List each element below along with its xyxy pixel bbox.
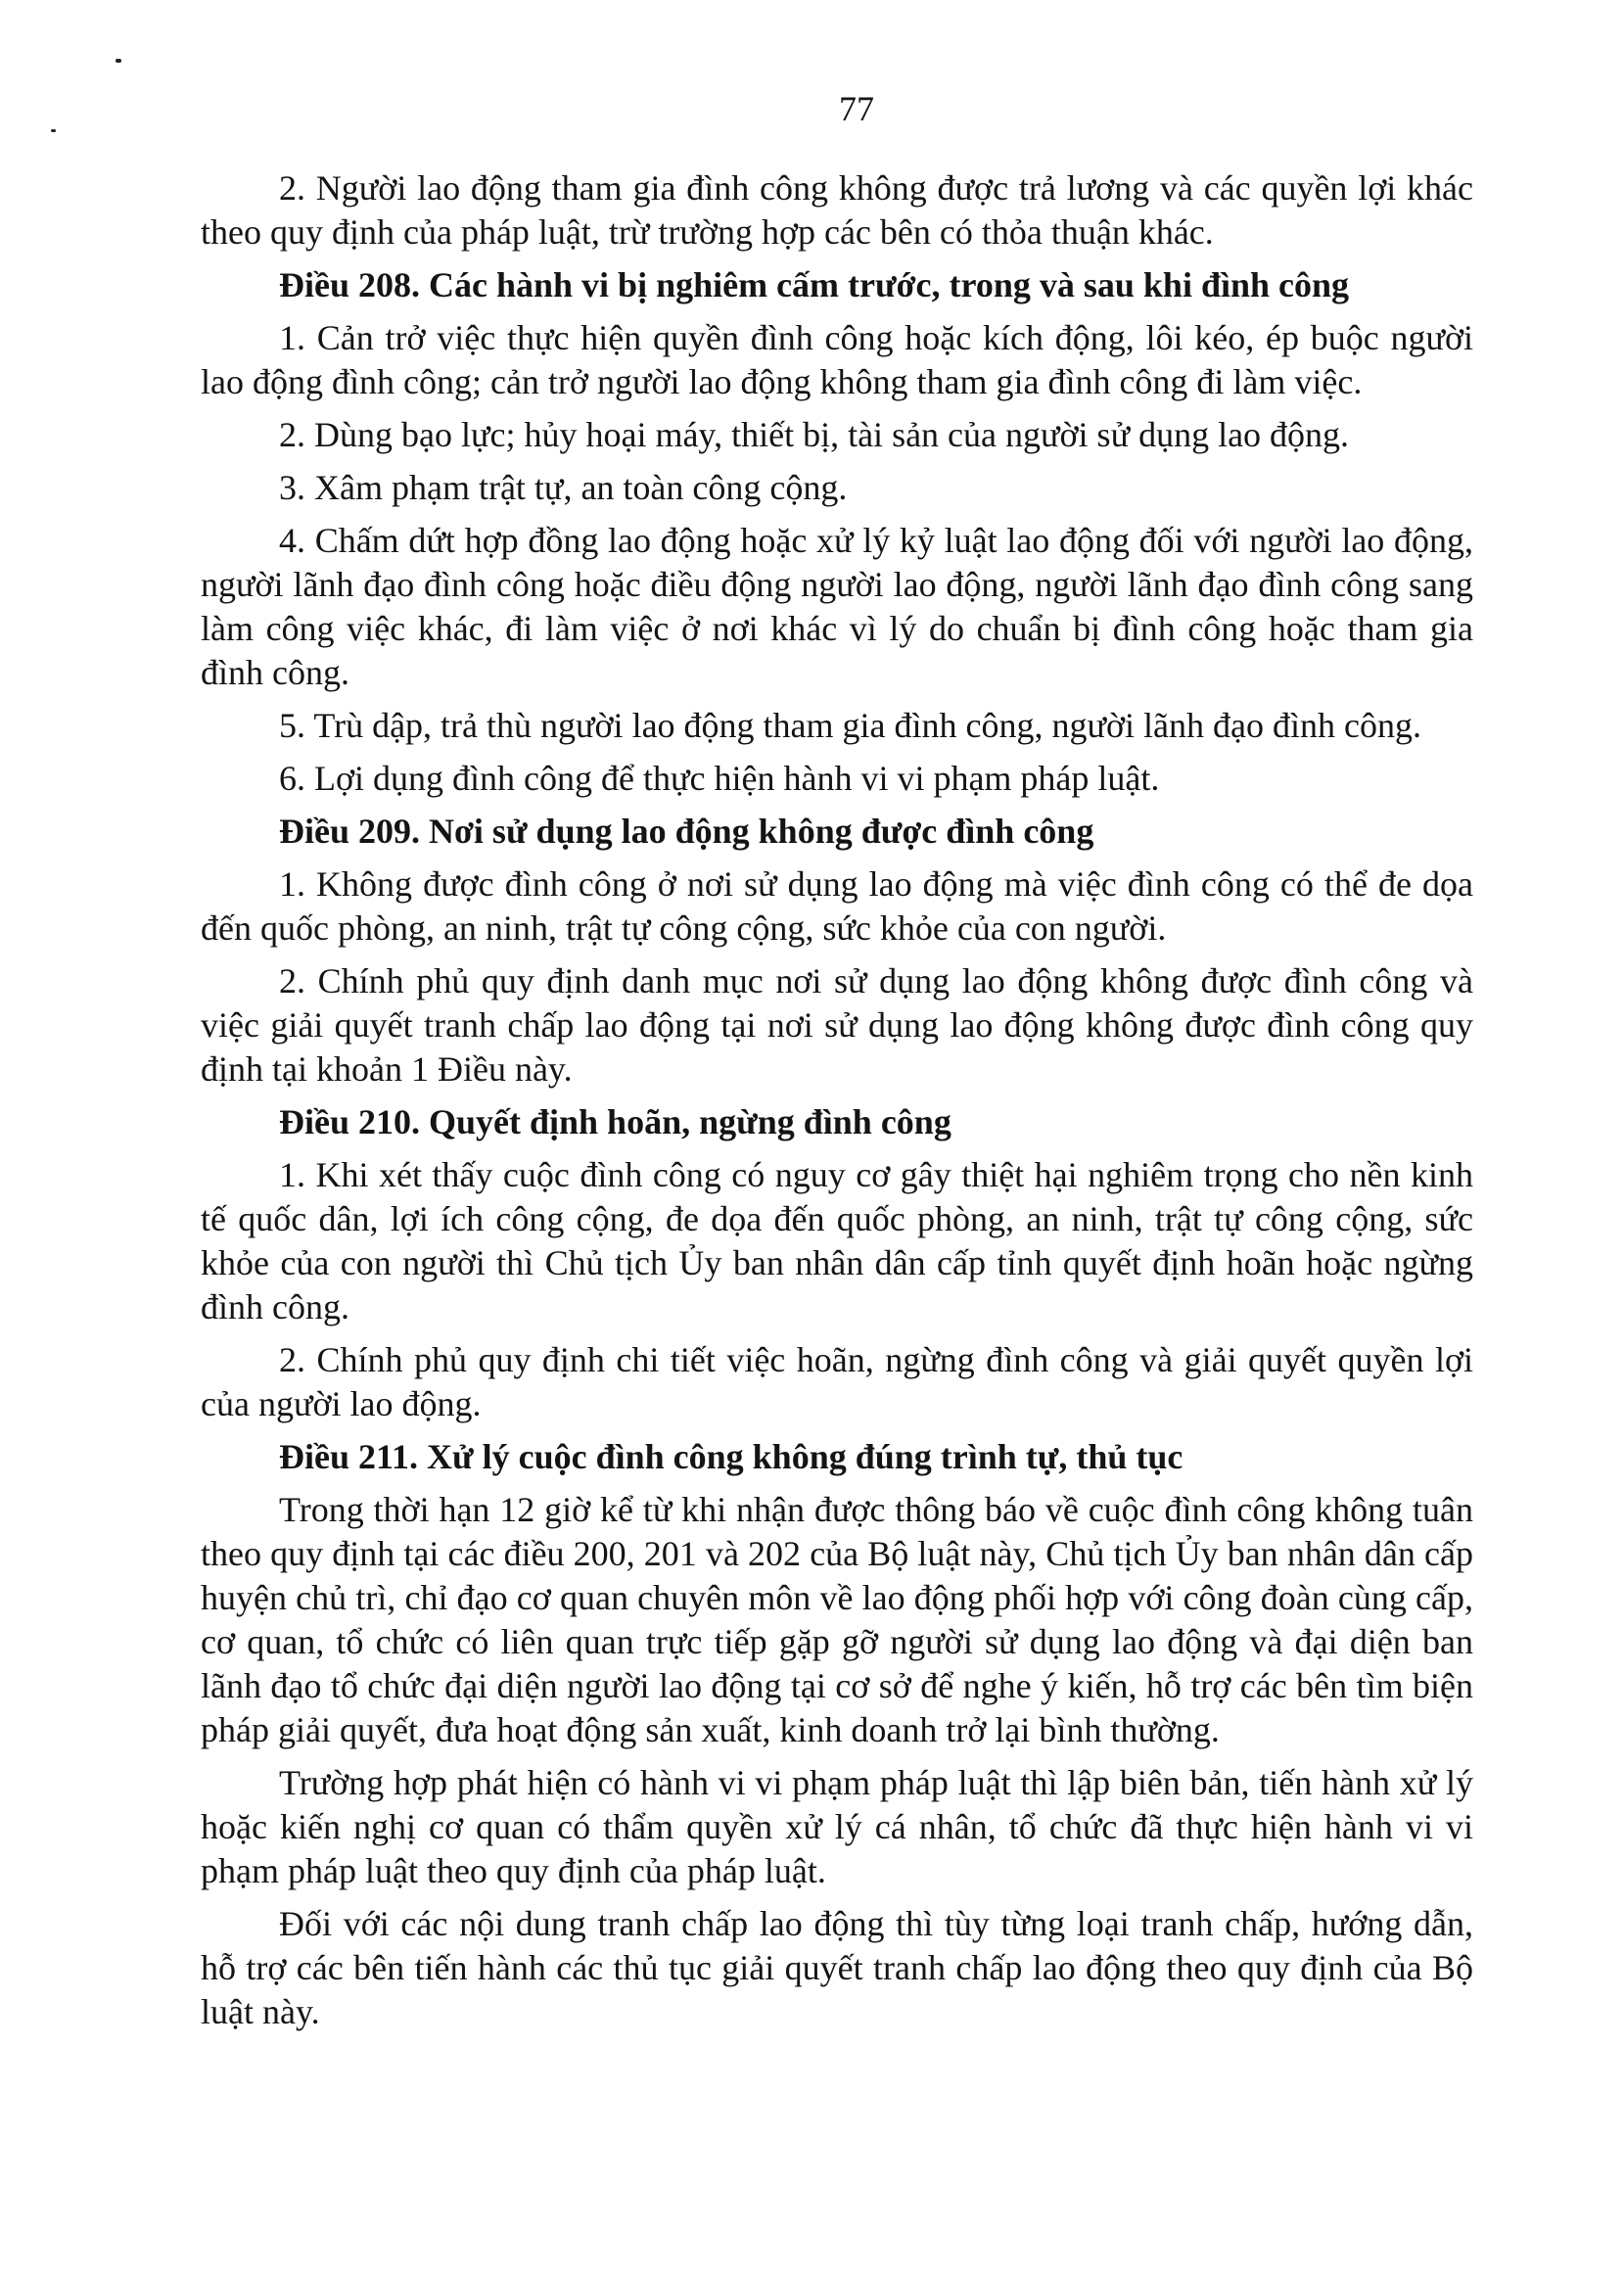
article-heading-211: Điều 211. Xử lý cuộc đình công không đúng trình tự, thủ tục	[279, 1437, 1183, 1476]
scan-speck	[116, 59, 121, 63]
body-block-2: 1. Cản trở việc thực hiện quyền đình công hoặc kích động, lôi kéo, ép buộc người lao động đình công; cản trở người lao động không tham gia đình công đi làm việc.	[201, 318, 1473, 401]
body-block-3: 2. Dùng bạo lực; hủy hoại máy, thiết bị, tài sản của người sử dụng lao động.	[279, 415, 1350, 454]
body-block-7: 6. Lợi dụng đình công để thực hiện hành vi vi phạm pháp luật.	[279, 759, 1160, 798]
body-block-12: 1. Khi xét thấy cuộc đình công có nguy cơ gây thiệt hại nghiêm trọng cho nền kinh tế quốc dân, lợi ích công cộng, đe dọa đến quốc phòng, an ninh, trật tự công cộng, sức khỏe của con người thì Chủ tịch Ủy ban nhân dân cấp tỉnh quyết định hoãn hoặc ngừng đình công.	[201, 1155, 1473, 1326]
article-heading-210: Điều 210. Quyết định hoãn, ngừng đình công	[279, 1102, 951, 1141]
body-block-6: 5. Trù dập, trả thù người lao động tham gia đình công, người lãnh đạo đình công.	[279, 706, 1421, 745]
body-block-13: 2. Chính phủ quy định chi tiết việc hoãn, ngừng đình công và giải quyết quyền lợi của người lao động.	[201, 1340, 1473, 1423]
body-block-0: 2. Người lao động tham gia đình công không được trả lương và các quyền lợi khác theo quy định của pháp luật, trừ trường hợp các bên có thỏa thuận khác.	[201, 168, 1473, 252]
document-page	[201, 88, 1473, 2043]
page-number: 77	[839, 89, 874, 128]
scan-speck	[51, 129, 56, 132]
body-block-5: 4. Chấm dứt hợp đồng lao động hoặc xử lý kỷ luật lao động đối với người lao động, người lãnh đạo đình công hoặc điều động người lao động, người lãnh đạo đình công sang làm công việc khác, đi làm việc ở nơi khác vì lý do chuẩn bị đình công hoặc tham gia đình công.	[201, 521, 1473, 692]
article-heading-209: Điều 209. Nơi sử dụng lao động không được đình công	[279, 812, 1094, 851]
body-block-17: Đối với các nội dung tranh chấp lao động thì tùy từng loại tranh chấp, hướng dẫn, hỗ trợ các bên tiến hành các thủ tục giải quyết tranh chấp lao động theo quy định của Bộ luật này.	[201, 1904, 1473, 2031]
body-block-10: 2. Chính phủ quy định danh mục nơi sử dụng lao động không được đình công và việc giải quyết tranh chấp lao động tại nơi sử dụng lao động không được đình công quy định tại khoản 1 Điều này.	[201, 961, 1473, 1089]
body-block-4: 3. Xâm phạm trật tự, an toàn công cộng.	[279, 468, 848, 507]
body-block-9: 1. Không được đình công ở nơi sử dụng lao động mà việc đình công có thể đe dọa đến quốc phòng, an ninh, trật tự công cộng, sức khỏe của con người.	[201, 864, 1473, 948]
body-block-15: Trong thời hạn 12 giờ kể từ khi nhận được thông báo về cuộc đình công không tuân theo quy định tại các điều 200, 201 và 202 của Bộ luật này, Chủ tịch Ủy ban nhân dân cấp huyện chủ trì, chỉ đạo cơ quan chuyên môn về lao động phối hợp với công đoàn cùng cấp, cơ quan, tổ chức có liên quan trực tiếp gặp gỡ người sử dụng lao động và đại diện ban lãnh đạo tổ chức đại diện người lao động tại cơ sở để nghe ý kiến, hỗ trợ các bên tìm biện pháp giải quyết, đưa hoạt động sản xuất, kinh doanh trở lại bình thường.	[201, 1490, 1473, 1749]
article-heading-208: Điều 208. Các hành vi bị nghiêm cấm trước, trong và sau khi đình công	[279, 265, 1350, 304]
body-block-16: Trường hợp phát hiện có hành vi vi phạm pháp luật thì lập biên bản, tiến hành xử lý hoặc kiến nghị cơ quan có thẩm quyền xử lý cá nhân, tổ chức đã thực hiện hành vi vi phạm pháp luật theo quy định của pháp luật.	[201, 1763, 1473, 1890]
